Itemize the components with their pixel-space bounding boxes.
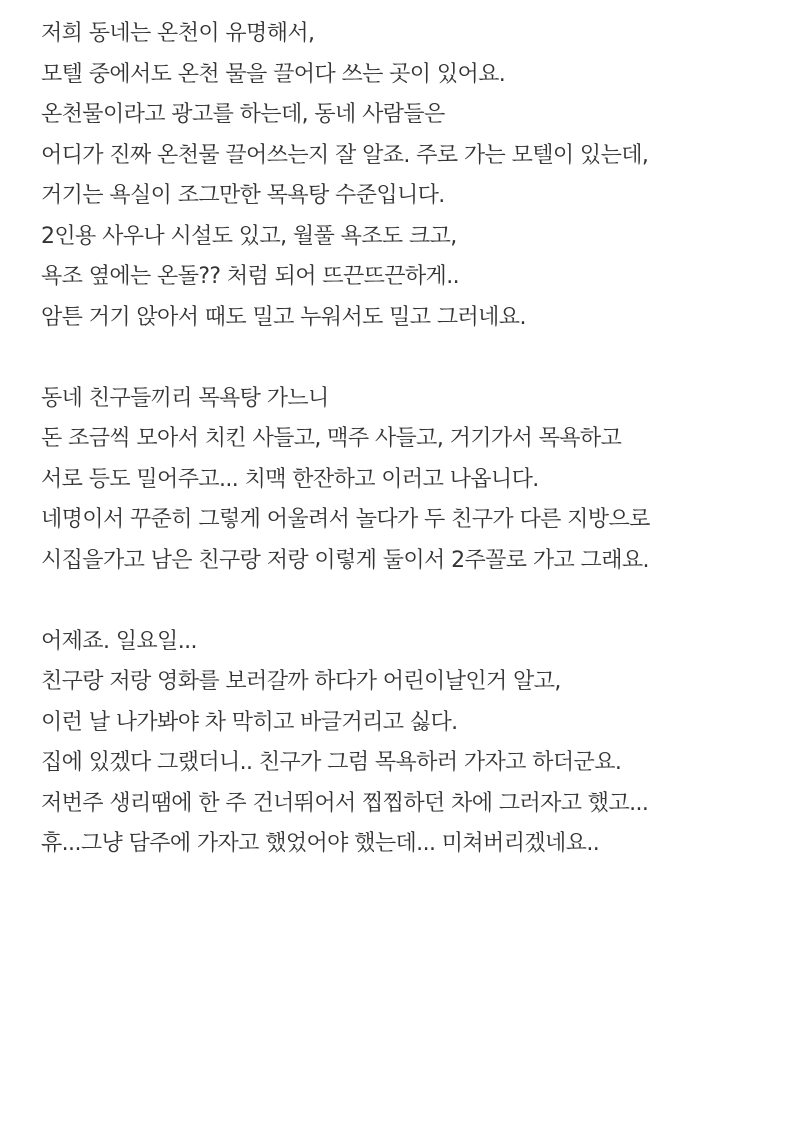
text-line: 온천물이라고 광고를 하는데, 동네 사람들은 bbox=[41, 102, 445, 127]
text-line: 거기는 욕실이 조그만한 목욕탕 수준입니다. bbox=[41, 183, 445, 208]
text-line: 욕조 옆에는 온돌?? 처럼 되어 뜨끈뜨끈하게.. bbox=[41, 264, 459, 289]
text-line: 친구랑 저랑 영화를 보러갈까 하다가 어린이날인거 알고, bbox=[41, 669, 561, 694]
text-line: 모텔 중에서도 온천 물을 끌어다 쓰는 곳이 있어요. bbox=[41, 61, 506, 87]
text-line: 휴...그냥 담주에 가자고 했었어야 했는데... 미쳐버리겠네요.. bbox=[41, 831, 600, 856]
text-line: 저번주 생리땜에 한 주 건너뛰어서 찝찝하던 차에 그러자고 했고... bbox=[41, 790, 649, 816]
text-line: 시집을가고 남은 친구랑 저랑 이렇게 둘이서 2주꼴로 가고 그래요. bbox=[41, 547, 649, 573]
text-line: 서로 등도 밀어주고... 치맥 한잔하고 이러고 나옵니다. bbox=[41, 466, 539, 492]
paragraph-1 bbox=[41, 14, 791, 338]
text-line: 동네 친구들끼리 목욕탕 가느니 bbox=[41, 385, 329, 411]
text-line: 저희 동네는 온천이 유명해서, bbox=[41, 21, 315, 46]
text-line: 이런 날 나가봐야 차 막히고 바글거리고 싫다. bbox=[41, 709, 458, 735]
text-line: 집에 있겠다 그랬더니.. 친구가 그럼 목욕하러 가자고 하더군요. bbox=[41, 750, 622, 775]
post-body bbox=[41, 14, 791, 865]
text-line: 어제죠. 일요일... bbox=[41, 628, 197, 654]
text-line: 2인용 사우나 시설도 있고, 월풀 욕조도 크고, bbox=[41, 223, 457, 249]
text-line: 네명이서 꾸준히 그렇게 어울려서 놀다가 두 친구가 다른 지방으로 bbox=[41, 507, 650, 532]
paragraph-gap bbox=[41, 338, 791, 379]
text-line: 돈 조금씩 모아서 치킨 사들고, 맥주 사들고, 거기가서 목욕하고 bbox=[41, 426, 622, 451]
text-line: 어디가 진짜 온천물 끌어쓰는지 잘 알죠. 주로 가는 모텔이 있는데, bbox=[41, 142, 649, 168]
paragraph-2 bbox=[41, 379, 791, 582]
paragraph-gap bbox=[41, 581, 791, 622]
text-line: 암튼 거기 앉아서 때도 밀고 누워서도 밀고 그러네요. bbox=[41, 304, 526, 330]
paragraph-3 bbox=[41, 622, 791, 865]
